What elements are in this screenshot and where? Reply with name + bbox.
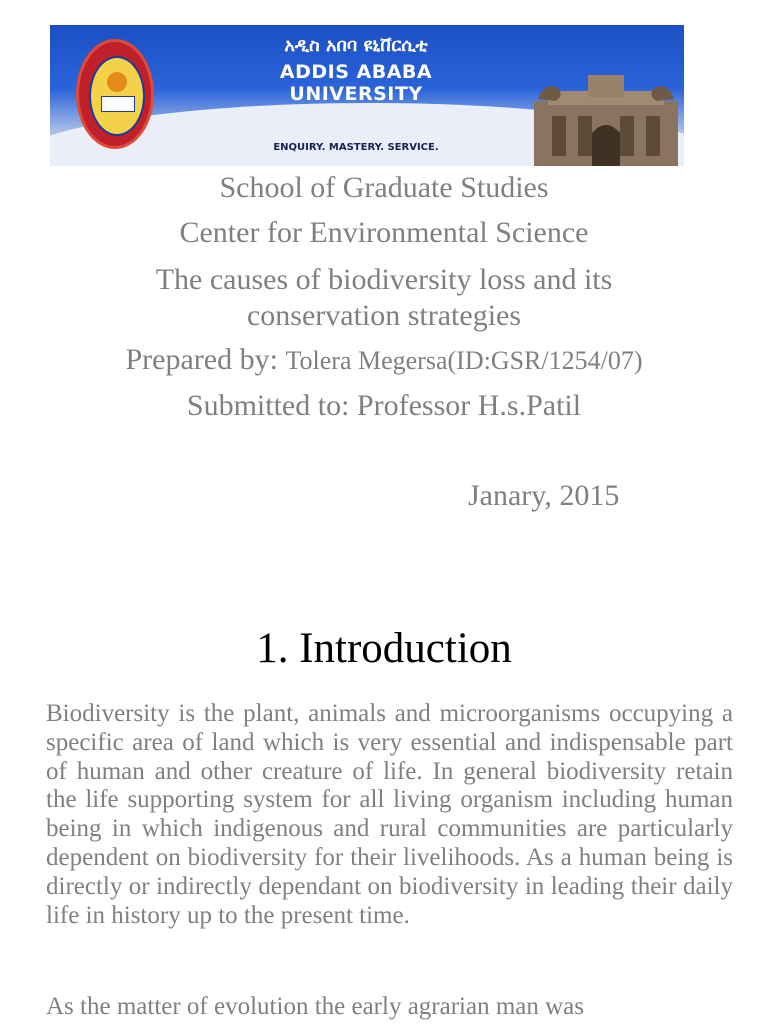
introduction-heading: 1. Introduction (256, 625, 512, 672)
document-title-line2: conservation strategies (246, 299, 522, 332)
document-date: Janary, 2015 (468, 479, 620, 512)
prepared-by-label: Prepared by: (125, 343, 278, 376)
prepared-by-name: Tolera Megersa(ID:GSR/1254/07) (285, 346, 643, 375)
school-name: School of Graduate Studies (219, 171, 549, 204)
prepared-by (0, 343, 768, 377)
submitted-to: Submitted to: Professor H.s.Patil (186, 389, 582, 422)
university-building-icon (528, 71, 684, 166)
introduction-paragraph-2: As the matter of evolution the early agrarian man was (46, 993, 585, 1020)
document-title (0, 262, 768, 334)
seal-book-icon (101, 96, 135, 112)
seal-sun-icon (107, 72, 127, 92)
banner-motto: ENQUIRY. MASTERY. SERVICE. (273, 142, 439, 153)
introduction-paragraph-1: Biodiversity is the plant, animals and microorganisms occupying a specific area of land which is very essential and indispensable part of human and other creature of life. In general biodiversity retain the life supporting system for all living organism including human being in which indigenous and rural communities are particularly dependent on biodiversity for their livelihoods. As a human being is directly or indirectly dependant on biodiversity in leading their daily life in history up to the present time. (46, 700, 733, 929)
university-seal-icon (76, 39, 154, 149)
banner-ethiopic-title: አዲስ አበባ ዩኒቨርሲቲ (284, 35, 428, 56)
university-banner (50, 25, 684, 166)
center-name: Center for Environmental Science (179, 216, 589, 249)
banner-university-name: ADDIS ABABA UNIVERSITY (279, 61, 433, 105)
seal-inner-ring (89, 56, 145, 136)
document-title-line1: The causes of biodiversity loss and its (155, 263, 613, 296)
